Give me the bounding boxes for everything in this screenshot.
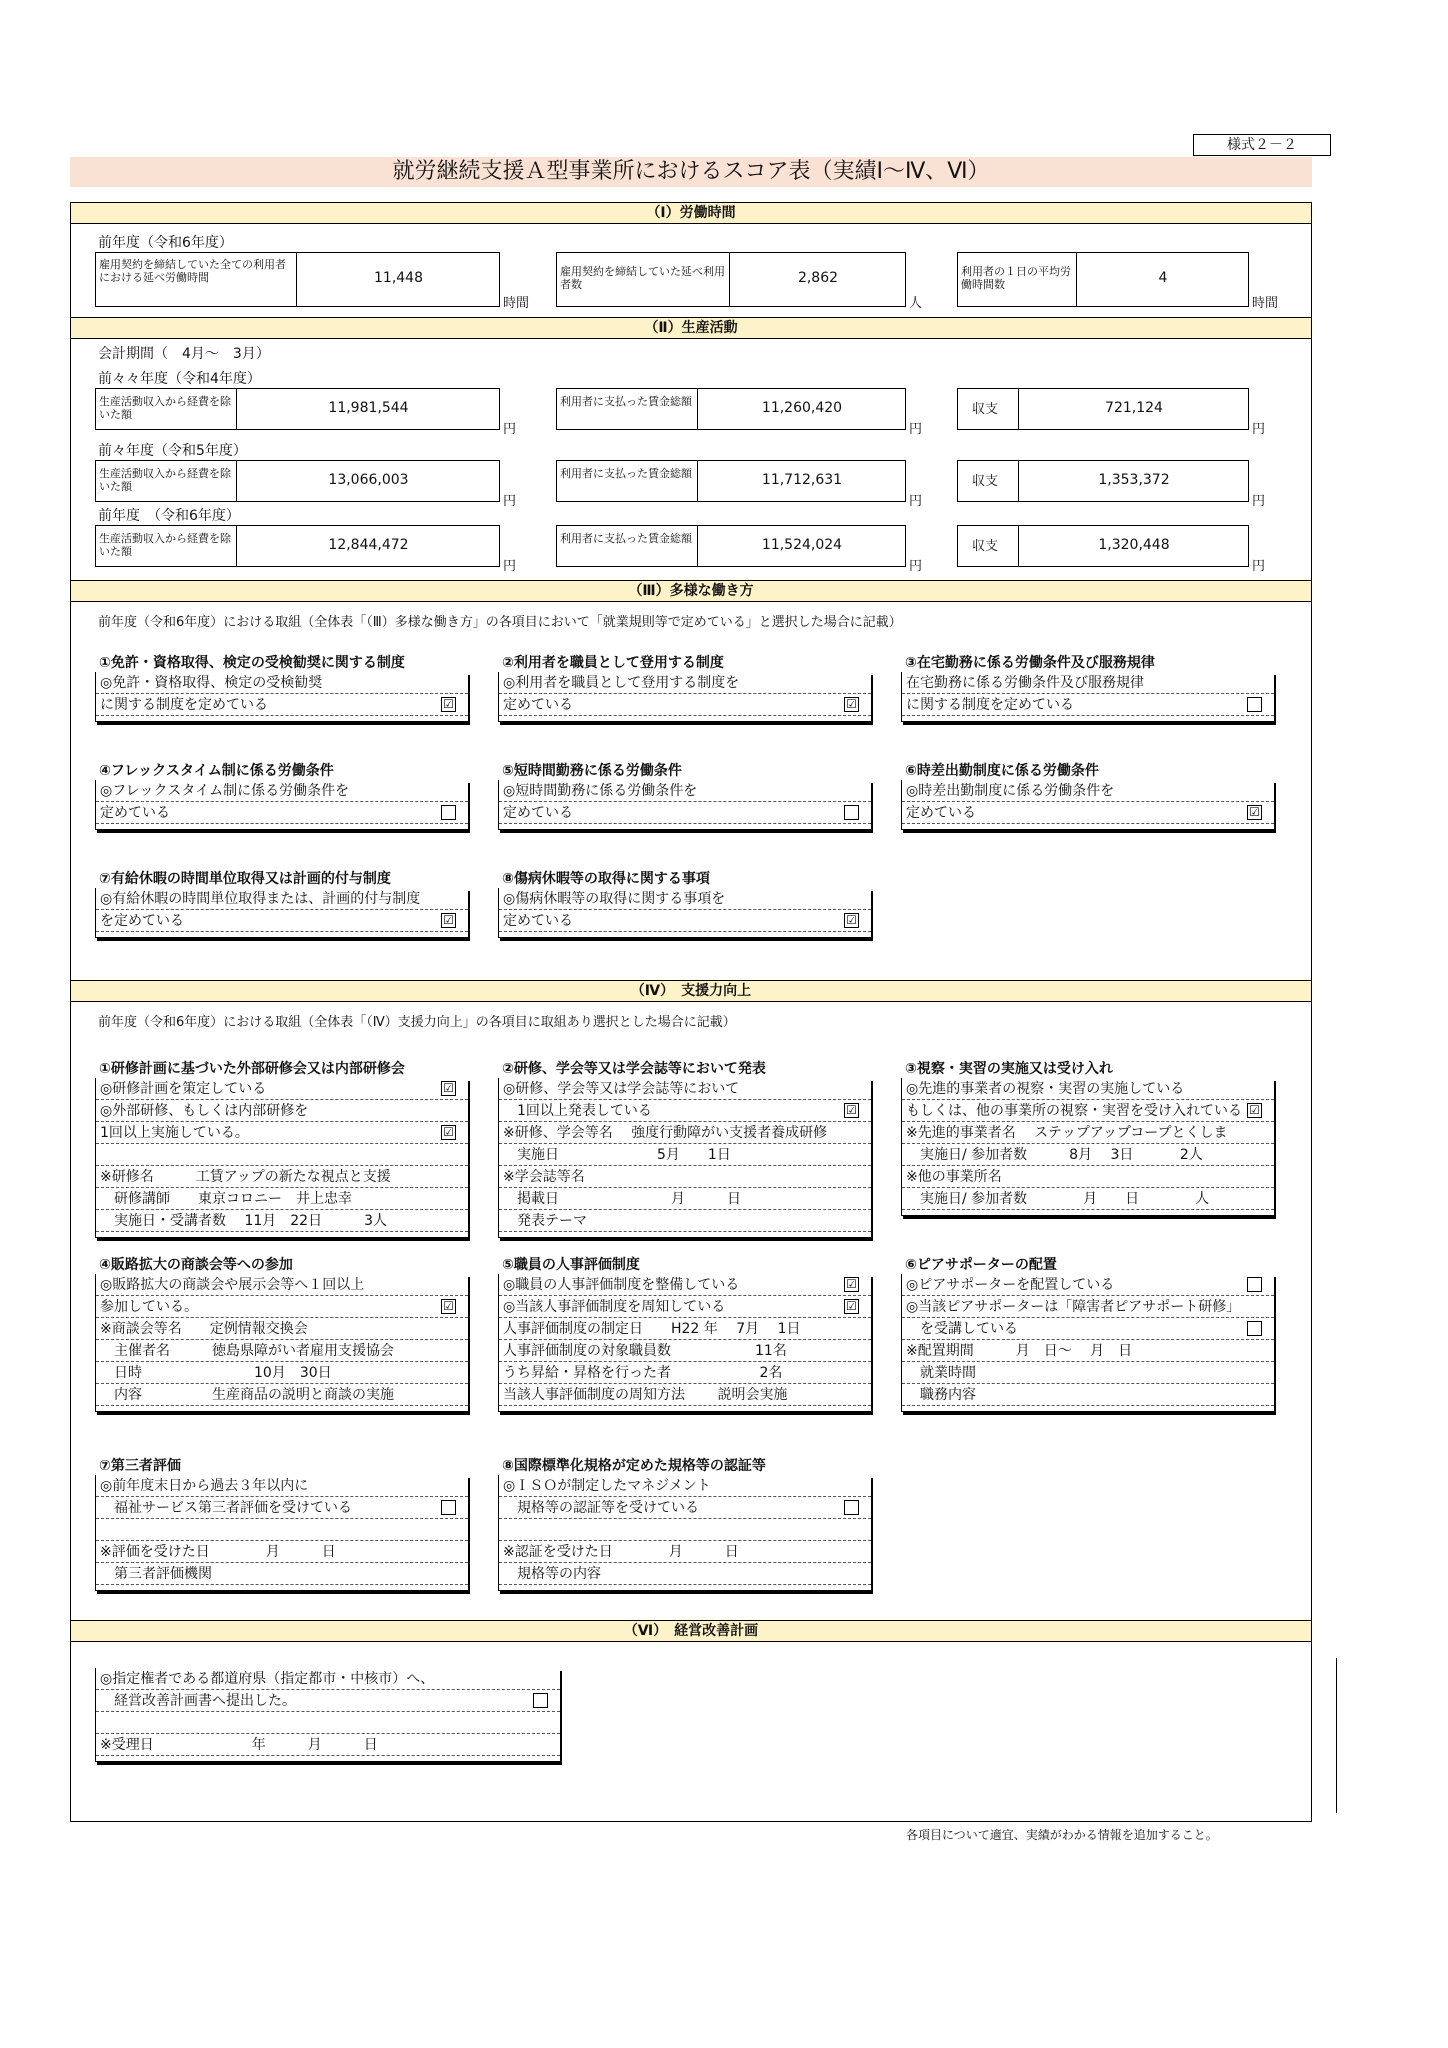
s4-item-3-row-3 [96,1340,468,1362]
s4-item-1-row-6 [499,1210,871,1232]
s4-item-3-row-2 [96,1318,468,1340]
s3-item-1-text-0: ◎利用者を職員として登用する制度を [503,675,740,691]
s2-unit-0-2: 円 [1252,422,1266,437]
s3-item-1-checkbox-1[interactable]: ☑ [844,697,859,712]
s2-label-1-0: 生産活動収入から経費を除いた額 [99,467,231,493]
s4-item-1-text-3: 実施日 5月 1日 [503,1147,731,1163]
s2-value-1-0: 13,066,003 [328,472,409,488]
s1-avg-hours-unit: 時間 [1252,296,1279,311]
s4-item-2-row-2 [902,1122,1274,1144]
s3-item-3-box [95,780,468,830]
s3-item-4-checkbox-1[interactable] [844,805,859,820]
s4-item-2-row-4 [902,1166,1274,1188]
s1-box-total-hours [95,252,500,307]
section-1-header: （Ⅰ）労働時間 [71,202,1311,224]
s2-unit-0-0: 円 [503,422,517,437]
s3-item-5-title: ⑥時差出勤制度に係る労働条件 [905,763,1099,779]
s3-item-4-text-1: 定めている [503,805,573,821]
s4-item-5-row-2 [902,1318,1274,1340]
s4-item-0-text-0: ◎研修計画を策定している [100,1081,267,1097]
s2-unit-1-2: 円 [1252,494,1266,509]
s3-item-2-text-1: に関する制度を定めている [906,697,1074,713]
s3-item-0-box [95,672,468,722]
s1-avg-hours-label: 利用者の１日の平均労働時間数 [961,265,1071,291]
s4-item-4-box [498,1274,871,1412]
s4-item-4-text-4: うち昇給・昇格を行った者 2名 [503,1365,783,1381]
s3-item-4-row-1 [499,802,871,824]
s4-item-2-checkbox-1[interactable]: ☑ [1247,1103,1262,1118]
s4-item-3-text-5: 内容 生産商品の説明と商談の実施 [100,1387,394,1403]
s4-item-2-title: ③視察・実習の実施又は受け入れ [905,1061,1113,1077]
s2-value-2-0: 12,844,472 [328,537,409,553]
s2-box-1-0 [95,460,500,502]
s2-box-0-1 [556,388,906,430]
s4-item-7-row-2 [499,1519,871,1541]
s3-item-5-checkbox-1[interactable]: ☑ [1247,805,1262,820]
s2-period: 会計期間（ 4月～ 3月） [98,346,270,362]
s4-item-7-text-1: 規格等の認証等を受けている [503,1500,699,1516]
s2-unit-2-0: 円 [503,559,517,574]
s4-item-4-text-5: 当該人事評価制度の周知方法 説明会実施 [503,1387,788,1403]
s4-item-2-text-5: 実施日/ 参加者数 月 日 人 [906,1191,1210,1207]
s2-unit-0-1: 円 [909,422,923,437]
document-title: 就労継続支援Ａ型事業所におけるスコア表（実績Ⅰ～Ⅳ、Ⅵ） [70,157,1312,187]
s4-item-1-checkbox-1[interactable]: ☑ [844,1103,859,1118]
s6-text-1: 経営改善計画書へ提出した。 [100,1693,296,1709]
s4-item-3-text-1: 参加している。 [100,1299,198,1315]
footer-note: 各項目について適宜、実績がわかる情報を追加すること。 [906,1828,1218,1842]
s6-text-3: ※受理日 年 月 日 [100,1737,378,1753]
s4-item-7-box [498,1475,871,1591]
s3-item-2-row-0 [902,672,1274,694]
s4-item-0-text-2: 1回以上実施している。 [100,1125,249,1141]
s3-item-4-row-0 [499,780,871,802]
s3-item-5-text-1: 定めている [906,805,976,821]
s4-item-6-title: ⑦第三者評価 [99,1458,181,1474]
s3-item-7-box [498,888,871,938]
s3-item-2-title: ③在宅勤務に係る労働条件及び服務規律 [905,655,1155,671]
s4-item-1-box [498,1078,871,1238]
s4-item-6-row-2 [96,1519,468,1541]
s3-item-6-row-1 [96,910,468,932]
s3-item-2-text-0: 在宅勤務に係る労働条件及び服務規律 [906,675,1144,691]
s3-item-3-text-1: 定めている [100,805,170,821]
s2-unit-1-1: 円 [909,494,923,509]
s2-box-2-2 [957,525,1249,567]
s2-value-1-2: 1,353,372 [1098,472,1170,488]
s4-item-6-row-3 [96,1541,468,1563]
s4-item-5-text-5: 職務内容 [906,1387,976,1403]
s2-box-1-1 [556,460,906,502]
s3-item-2-row-1 [902,694,1274,716]
s2-label-1-2: 収支 [972,474,999,489]
s4-note: 前年度（令和6年度）における取組（全体表「（Ⅳ）支援力向上」の各項目に取組あり選択とした場合に記載） [98,1015,736,1030]
margin-line [1336,1658,1337,1813]
s3-item-3-title: ④フレックスタイム制に係る労働条件 [99,763,334,779]
s6-text-0: ◎指定権者である都道府県（指定都市・中核市）へ、 [100,1671,435,1687]
s4-item-1-text-4: ※学会誌等名 [503,1169,585,1185]
s4-item-4-text-1: ◎当該人事評価制度を周知している [503,1299,726,1315]
s3-item-1-box [498,672,871,722]
s6-checkbox-1[interactable] [533,1693,548,1708]
s3-item-4-text-0: ◎短時間勤務に係る労働条件を [503,783,698,799]
s4-item-2-text-1: もしくは、他の事業所の視察・実習を受け入れている [906,1103,1242,1119]
s4-item-5-checkbox-2[interactable] [1247,1321,1262,1336]
s1-total-hours-unit: 時間 [503,296,530,311]
s4-item-6-text-0: ◎前年度末日から過去３年以内に [100,1478,309,1494]
s2-unit-2-2: 円 [1252,559,1266,574]
s4-item-7-text-0: ◎ＩＳＯが制定したマネジメント [503,1478,711,1494]
s4-item-3-box [95,1274,468,1412]
form-code: 様式２－２ [1193,134,1331,156]
s4-item-6-text-4: 第三者評価機関 [100,1566,212,1582]
s4-item-0-box [95,1078,468,1238]
s4-item-5-box [901,1274,1274,1412]
s3-item-5-box [901,780,1274,830]
s4-item-4-row-1 [499,1296,871,1318]
s4-item-6-checkbox-1[interactable] [441,1500,456,1515]
s3-item-5-row-0 [902,780,1274,802]
s3-item-5-text-0: ◎時差出勤制度に係る労働条件を [906,783,1115,799]
s3-item-6-checkbox-1[interactable]: ☑ [441,913,456,928]
s4-item-7-text-4: 規格等の内容 [503,1566,601,1582]
s4-item-5-row-0 [902,1274,1274,1296]
s4-item-4-text-3: 人事評価制度の対象職員数 11名 [503,1343,787,1359]
s2-unit-1-0: 円 [503,494,517,509]
s3-item-4-box [498,780,871,830]
s4-item-2-text-2: ※先進的事業者名 ステップアップコープとくしま [906,1125,1228,1141]
section-3-header: （Ⅲ）多様な働き方 [71,580,1311,602]
s4-item-4-row-2 [499,1318,871,1340]
s4-item-0-text-5: 研修講師 東京コロニー 井上忠幸 [100,1191,352,1207]
s3-item-0-row-1 [96,694,468,716]
s1-users-unit: 人 [909,296,923,311]
s4-item-2-text-3: 実施日/ 参加者数 8月 3日 2人 [906,1147,1203,1163]
s4-item-2-row-3 [902,1144,1274,1166]
s4-item-4-checkbox-0[interactable]: ☑ [844,1277,859,1292]
s2-value-0-2: 721,124 [1105,400,1163,416]
s1-total-hours-label: 雇用契約を締結していた全ての利用者における延べ労働時間 [99,258,286,284]
s3-item-7-text-0: ◎傷病休暇等の取得に関する事項を [503,891,726,907]
s4-item-6-text-1: 福祉サービス第三者評価を受けている [100,1500,352,1516]
s4-item-3-text-4: 日時 10月 30日 [100,1365,332,1381]
s4-item-5-checkbox-0[interactable] [1247,1277,1262,1292]
s2-value-2-2: 1,320,448 [1098,537,1170,553]
s4-item-3-row-1 [96,1296,468,1318]
s4-item-3-text-0: ◎販路拡大の商談会や展示会等へ１回以上 [100,1277,365,1293]
s4-item-0-row-2 [96,1122,468,1144]
s1-users-label: 雇用契約を締結していた延べ利用者数 [560,265,725,291]
s4-item-5-text-4: 就業時間 [906,1365,976,1381]
s3-item-1-title: ②利用者を職員として登用する制度 [502,655,724,671]
s4-item-7-row-4 [499,1563,871,1585]
s4-item-2-row-0 [902,1078,1274,1100]
s4-item-2-row-1 [902,1100,1274,1122]
s4-item-4-text-2: 人事評価制度の制定日 H22 年 7月 1日 [503,1321,801,1337]
s4-item-7-row-1 [499,1497,871,1519]
s4-item-1-row-3 [499,1144,871,1166]
s4-item-3-checkbox-1[interactable]: ☑ [441,1299,456,1314]
s4-item-0-title: ①研修計画に基づいた外部研修会又は内部研修会 [99,1061,405,1077]
s3-item-0-title: ①免許・資格取得、検定の受検勧奨に関する制度 [99,655,405,671]
s4-item-1-title: ②研修、学会等又は学会誌等において発表 [502,1061,766,1077]
s4-item-5-text-1: ◎当該ピアサポーターは「障害者ピアサポート研修」 [906,1299,1241,1315]
s3-item-1-row-1 [499,694,871,716]
s1-box-users [556,252,906,307]
s2-label-2-0: 生産活動収入から経費を除いた額 [99,532,231,558]
s4-item-4-row-4 [499,1362,871,1384]
s2-label-1-1: 利用者に支払った賃金総額 [560,467,692,480]
s3-item-1-text-1: 定めている [503,697,573,713]
s3-item-6-text-0: ◎有給休暇の時間単位取得または、計画的付与制度 [100,891,421,907]
s4-item-1-text-6: 発表テーマ [503,1213,587,1229]
s4-item-5-row-5 [902,1384,1274,1406]
s4-item-3-row-0 [96,1274,468,1296]
s4-item-2-text-4: ※他の事業所名 [906,1169,1002,1185]
s4-item-3-title: ④販路拡大の商談会等への参加 [99,1257,293,1273]
s3-item-7-checkbox-1[interactable]: ☑ [844,913,859,928]
s3-item-7-title: ⑧傷病休暇等の取得に関する事項 [502,871,710,887]
s4-item-1-text-5: 掲載日 月 日 [503,1191,741,1207]
s4-item-7-row-3 [499,1541,871,1563]
s4-item-5-text-3: ※配置期間 月 日～ 月 日 [906,1343,1133,1359]
s4-item-7-checkbox-1[interactable] [844,1500,859,1515]
s2-label-0-1: 利用者に支払った賃金総額 [560,395,692,408]
s6-box [95,1668,560,1762]
s4-item-0-row-5 [96,1188,468,1210]
s4-item-5-row-3 [902,1340,1274,1362]
s2-box-0-2 [957,388,1249,430]
s4-item-4-title: ⑤職員の人事評価制度 [502,1257,640,1273]
s4-item-6-row-4 [96,1563,468,1585]
s2-box-0-0 [95,388,500,430]
s4-item-5-row-1 [902,1296,1274,1318]
s4-item-4-text-0: ◎職員の人事評価制度を整備している [503,1277,740,1293]
s4-item-5-row-4 [902,1362,1274,1384]
s4-item-6-row-0 [96,1475,468,1497]
s4-item-0-text-6: 実施日・受講者数 11月 22日 3人 [100,1213,387,1229]
s4-item-0-row-4 [96,1166,468,1188]
s3-item-0-checkbox-1[interactable]: ☑ [441,697,456,712]
s2-year-0: 前々々年度（令和4年度） [98,371,261,387]
s4-item-2-box [901,1078,1274,1216]
s3-item-3-text-0: ◎フレックスタイム制に係る労働条件を [100,783,350,799]
s4-item-7-text-3: ※認証を受けた日 月 日 [503,1544,739,1560]
section-2-header: （Ⅱ）生産活動 [71,317,1311,339]
s1-avg-hours-value: 4 [1158,270,1168,286]
s3-item-3-row-1 [96,802,468,824]
s4-item-1-row-0 [499,1078,871,1100]
s3-item-0-text-1: に関する制度を定めている [100,697,268,713]
s2-label-2-1: 利用者に支払った賃金総額 [560,532,692,545]
s4-item-2-text-0: ◎先進的事業者の視察・実習の実施している [906,1081,1185,1097]
s2-year-2: 前年度 （令和6年度） [98,508,240,524]
s2-box-2-1 [556,525,906,567]
s4-item-1-row-5 [499,1188,871,1210]
s6-row-2 [96,1712,560,1734]
s3-item-6-box [95,888,468,938]
s4-item-1-text-1: 1回以上発表している [503,1103,652,1119]
s3-item-1-row-0 [499,672,871,694]
s2-value-0-1: 11,260,420 [761,400,843,416]
s3-item-2-box [901,672,1274,722]
s2-label-2-2: 収支 [972,539,999,554]
s6-row-3 [96,1734,560,1756]
s4-item-5-text-0: ◎ピアサポーターを配置している [906,1277,1115,1293]
s4-item-7-row-0 [499,1475,871,1497]
s3-item-7-row-1 [499,910,871,932]
s4-item-1-row-2 [499,1122,871,1144]
s2-year-1: 前々年度（令和5年度） [98,443,247,459]
section-6-header: （Ⅵ） 経営改善計画 [71,1620,1311,1642]
s3-item-2-checkbox-1[interactable] [1247,697,1262,712]
s1-year: 前年度（令和6年度） [98,235,233,251]
s4-item-5-title: ⑥ピアサポーターの配置 [905,1257,1057,1273]
s4-item-6-box [95,1475,468,1591]
s4-item-0-text-4: ※研修名 工賃アップの新たな視点と支援 [100,1169,391,1185]
s1-box-avg-hours [957,252,1249,307]
s1-total-hours-value: 11,448 [374,270,423,286]
s6-row-1 [96,1690,560,1712]
s4-item-1-text-0: ◎研修、学会等又は学会誌等において [503,1081,740,1097]
s4-item-0-checkbox-0[interactable]: ☑ [441,1081,456,1096]
s2-box-1-2 [957,460,1249,502]
s2-value-0-0: 11,981,544 [328,400,409,416]
s4-item-0-row-0 [96,1078,468,1100]
s3-item-3-checkbox-1[interactable] [441,805,456,820]
s4-item-6-text-3: ※評価を受けた日 月 日 [100,1544,336,1560]
s2-unit-2-1: 円 [909,559,923,574]
s3-item-5-row-1 [902,802,1274,824]
s4-item-4-checkbox-1[interactable]: ☑ [844,1299,859,1314]
s3-item-7-row-0 [499,888,871,910]
s4-item-3-row-5 [96,1384,468,1406]
s4-item-2-row-5 [902,1188,1274,1210]
s3-note: 前年度（令和6年度）における取組（全体表「（Ⅲ）多様な働き方」の各項目において「就業規則等で定めている」と選択した場合に記載） [98,615,902,630]
s3-item-7-text-1: 定めている [503,913,573,929]
s2-label-0-2: 収支 [972,402,999,417]
s4-item-0-text-1: ◎外部研修、もしくは内部研修を [100,1103,309,1119]
s4-item-1-row-4 [499,1166,871,1188]
s4-item-4-row-5 [499,1384,871,1406]
s6-row-0 [96,1668,560,1690]
s3-item-0-text-0: ◎免許・資格取得、検定の受検勧奨 [100,675,323,691]
s2-value-1-1: 11,712,631 [761,472,843,488]
s4-item-4-row-0 [499,1274,871,1296]
s4-item-0-row-6 [96,1210,468,1232]
s4-item-7-title: ⑧国際標準化規格が定めた規格等の認証等 [502,1458,766,1474]
s3-item-3-row-0 [96,780,468,802]
s2-value-2-1: 11,524,024 [761,537,843,553]
s3-item-6-text-1: を定めている [100,913,184,929]
section-4-header: （Ⅳ） 支援力向上 [71,980,1311,1002]
s3-item-6-row-0 [96,888,468,910]
s4-item-5-text-2: を受講している [906,1321,1018,1337]
s4-item-3-text-2: ※商談会等名 定例情報交換会 [100,1321,308,1337]
s4-item-0-row-1 [96,1100,468,1122]
s2-label-0-0: 生産活動収入から経費を除いた額 [99,395,231,421]
s2-box-2-0 [95,525,500,567]
s3-item-6-title: ⑦有給休暇の時間単位取得又は計画的付与制度 [99,871,391,887]
s4-item-3-text-3: 主催者名 徳島県障がい者雇用支援協会 [100,1343,394,1359]
s4-item-0-checkbox-2[interactable]: ☑ [441,1125,456,1140]
s4-item-4-row-3 [499,1340,871,1362]
s3-item-0-row-0 [96,672,468,694]
s4-item-6-row-1 [96,1497,468,1519]
s4-item-0-row-3 [96,1144,468,1166]
s4-item-1-text-2: ※研修、学会等名 強度行動障がい支援者養成研修 [503,1125,828,1141]
s3-item-4-title: ⑤短時間勤務に係る労働条件 [502,763,682,779]
s4-item-1-row-1 [499,1100,871,1122]
s1-users-value: 2,862 [797,270,839,286]
s4-item-3-row-4 [96,1362,468,1384]
